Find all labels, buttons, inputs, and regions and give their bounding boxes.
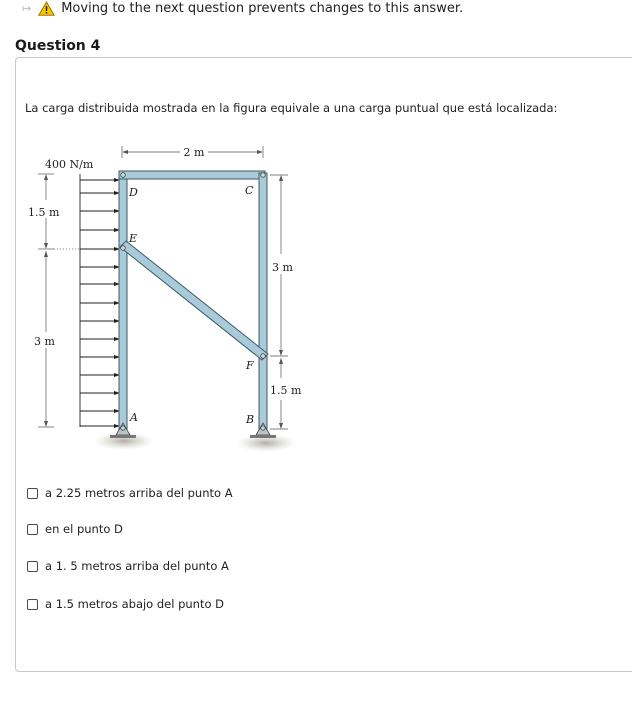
support-a [110, 423, 136, 438]
frame [119, 171, 268, 431]
label-point-c: C [245, 184, 254, 197]
label-point-b: B [246, 413, 255, 426]
label-3m-right: 3 m [272, 261, 293, 274]
question-text: La carga distribuida mostrada en la figura equivale a una carga puntual que está localizada: [25, 101, 558, 115]
option-1[interactable] [27, 486, 233, 500]
warning-icon [38, 1, 55, 16]
back-arrow-icon: ↦ [22, 1, 31, 15]
member-diagonal [120, 241, 268, 360]
option-3[interactable] [27, 559, 229, 573]
option-2-checkbox[interactable] [27, 524, 38, 535]
question-title: Question 4 [15, 38, 101, 54]
option-2[interactable] [27, 522, 123, 536]
member-right-column [259, 173, 267, 431]
warning-bar [22, 0, 463, 16]
label-15m-right: 1.5 m [270, 384, 302, 397]
truss-figure [20, 138, 310, 468]
option-4-label: a 1.5 metros abajo del punto D [45, 597, 225, 611]
label-load: 400 N/m [45, 158, 94, 171]
member-left-column [119, 173, 127, 431]
option-4-checkbox[interactable] [27, 599, 38, 610]
label-2m: 2 m [183, 146, 205, 159]
option-2-label: en el punto D [45, 522, 123, 536]
distributed-load [80, 174, 120, 428]
label-point-e: E [129, 232, 138, 245]
option-1-label: a 2.25 metros arriba del punto A [45, 486, 233, 500]
option-1-checkbox[interactable] [27, 488, 38, 499]
option-4[interactable] [27, 597, 224, 611]
option-3-label: a 1. 5 metros arriba del punto A [45, 559, 229, 573]
label-point-a: A [130, 411, 138, 424]
label-3m-left: 3 m [34, 335, 55, 348]
label-15m-left: 1.5 m [28, 206, 60, 219]
label-point-d: D [129, 186, 138, 199]
member-top-beam [119, 171, 265, 179]
warning-text: Moving to the next question prevents changes to this answer. [61, 0, 464, 16]
option-3-checkbox[interactable] [27, 561, 38, 572]
pins [121, 173, 266, 359]
label-point-f: F [246, 359, 254, 372]
